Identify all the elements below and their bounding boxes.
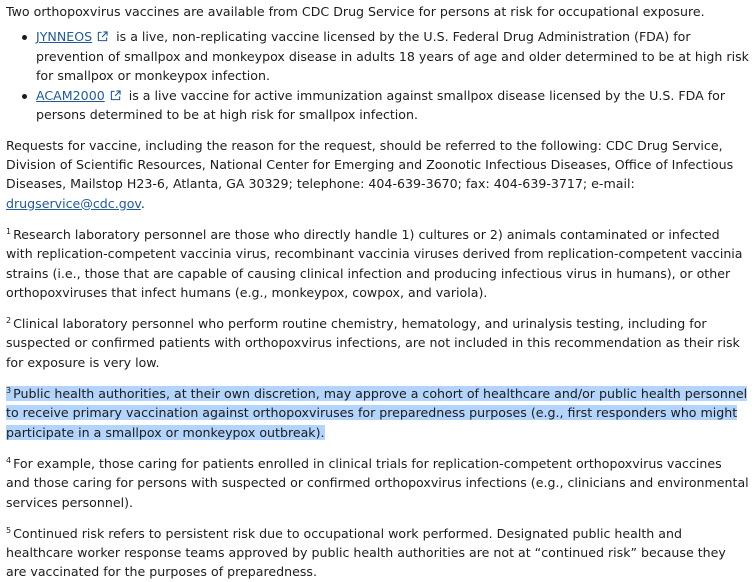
footnote-marker: 5	[6, 525, 12, 535]
footnote-3	[6, 384, 749, 442]
footnote-4	[6, 454, 749, 512]
footnote-marker: 4	[6, 455, 12, 465]
jynneos-description: is a live, non-replicating vaccine licensed by the U.S. Federal Drug Administration (FDA) for prevention of smallpox and monkeypox disease in adults 18 years of age and older determined to be at high risk for smallpox or monkeypox infection.	[36, 29, 749, 83]
list-item-acam2000	[36, 86, 749, 125]
footnote-text: Continued risk refers to persistent risk due to occupational work performed. Designated public health and healthcare worker response teams approved by public health authorities are not at “continued risk” because they are vaccinated for the purposes of preparedness.	[6, 525, 726, 580]
intro-paragraph: Two orthopoxvirus vaccines are available from CDC Drug Service for persons at risk for occupational exposure.	[6, 4, 705, 19]
selected-text[interactable]	[6, 386, 747, 440]
external-link-icon[interactable]	[97, 31, 108, 42]
requests-text: Requests for vaccine, including the reason for the request, should be referred to the following: CDC Drug Service, Division of Scientific Resources, National Center for Emerging and Zoonotic Infectious Diseases, Office of Infectious Diseases, Mailstop H23-6, Atlanta, GA 30329; telephone: 404-639-3670; fax: 404-639-3717; e-mail:	[6, 137, 734, 192]
acam2000-description: is a live vaccine for active immunization against smallpox disease licensed by the U.S. FDA for persons determined to be at high risk for smallpox infection.	[36, 88, 726, 123]
list-item-jynneos	[36, 27, 749, 85]
footnote-2	[6, 314, 749, 372]
requests-paragraph	[6, 136, 749, 213]
acam2000-link[interactable]: ACAM2000	[36, 88, 105, 104]
email-link[interactable]: drugservice@cdc.gov	[6, 195, 141, 211]
requests-end: .	[140, 195, 145, 211]
footnote-text: For example, those caring for patients enrolled in clinical trials for replication-competent orthopoxvirus vaccines and those caring for persons with suspected or confirmed orthopoxvirus infections (e.g., clinicians and environmental services personnel).	[6, 455, 749, 510]
footnote-marker: 1	[6, 226, 12, 236]
jynneos-link[interactable]: JYNNEOS	[36, 29, 93, 45]
footnote-text: Public health authorities, at their own discretion, may approve a cohort of healthcare and/or public health personnel to receive primary vaccination against orthopoxviruses for preparedness purposes (e.g., first responders who might participate in a smallpox or monkeypox outbreak).	[6, 386, 748, 440]
footnote-text: Clinical laboratory personnel who perform routine chemistry, hematology, and urinalysis testing, including for suspected or confirmed patients with orthopoxvirus infections, are not included in this recommendation as their risk for exposure is very low.	[6, 316, 740, 370]
footnote-text: Research laboratory personnel are those who directly handle 1) cultures or 2) animals contaminated or infected with replication-competent vaccinia virus, recombinant vaccinia viruses derived from replication-competent vaccinia strains (i.e., those that are capable of causing clinical infection and producing infectious virus in humans), or other orthopoxviruses that infect humans (e.g., monkeypox, cowpox, and variola).	[6, 226, 743, 300]
footnote-marker: 2	[6, 316, 12, 326]
footnote-marker: 3	[6, 386, 12, 396]
footnote-1	[6, 225, 749, 302]
external-link-icon[interactable]	[110, 90, 121, 101]
footnote-5	[6, 524, 749, 582]
vaccine-list	[6, 27, 749, 124]
